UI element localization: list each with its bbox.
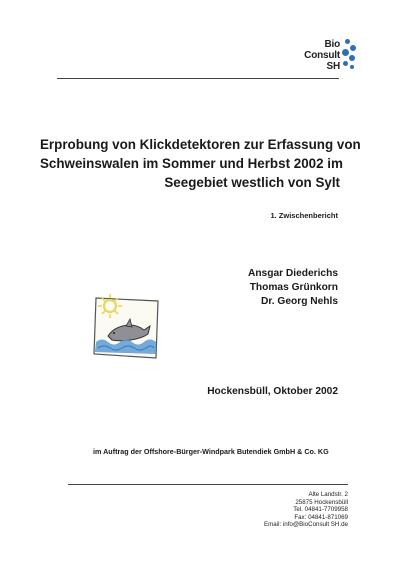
logo-dot xyxy=(349,55,355,61)
place-date: Hockensbüll, Oktober 2002 xyxy=(207,386,338,397)
address-block xyxy=(264,491,348,529)
address-line: Tel. 04841-7709958 xyxy=(293,506,348,514)
logo-dot xyxy=(343,61,348,66)
address-line: Alte Landstr. 2 xyxy=(308,491,348,498)
title-line: Schweinswalen im Sommer und Herbst 2002 im xyxy=(40,156,343,171)
author-name: Thomas Grünkorn xyxy=(249,282,338,293)
report-label: 1. Zwischenbericht xyxy=(270,211,338,220)
title-line: Erprobung von Klickdetektoren zur Erfassung von xyxy=(40,137,361,152)
title-line: Seegebiet westlich von Sylt xyxy=(164,175,340,190)
logo-dot xyxy=(350,65,354,69)
logo-text-sh: SH xyxy=(326,61,340,72)
logo-dot xyxy=(345,39,350,44)
author-list xyxy=(248,267,338,309)
logo-text-consult: Consult xyxy=(304,50,340,61)
logo-dot xyxy=(350,45,356,51)
author-name: Ansgar Diederichs xyxy=(247,268,338,279)
header-rule xyxy=(57,78,339,79)
footer-rule xyxy=(68,484,348,485)
logo-text-bio: Bio xyxy=(324,39,340,50)
logo-dot xyxy=(342,49,349,56)
bioconsult-logo xyxy=(294,37,356,73)
author-name: Dr. Georg Nehls xyxy=(261,296,338,307)
document-title xyxy=(40,135,361,192)
client-line: im Auftrag der Offshore-Bürger-Windpark Butendiek GmbH & Co. KG xyxy=(93,447,329,456)
porpoise-drawing xyxy=(90,292,162,362)
address-line: 25875 Hockensbüll xyxy=(295,498,348,506)
address-line: Fax: 04841-871069 xyxy=(294,513,348,521)
address-line: Email: info@BioConsult SH.de xyxy=(263,521,348,529)
